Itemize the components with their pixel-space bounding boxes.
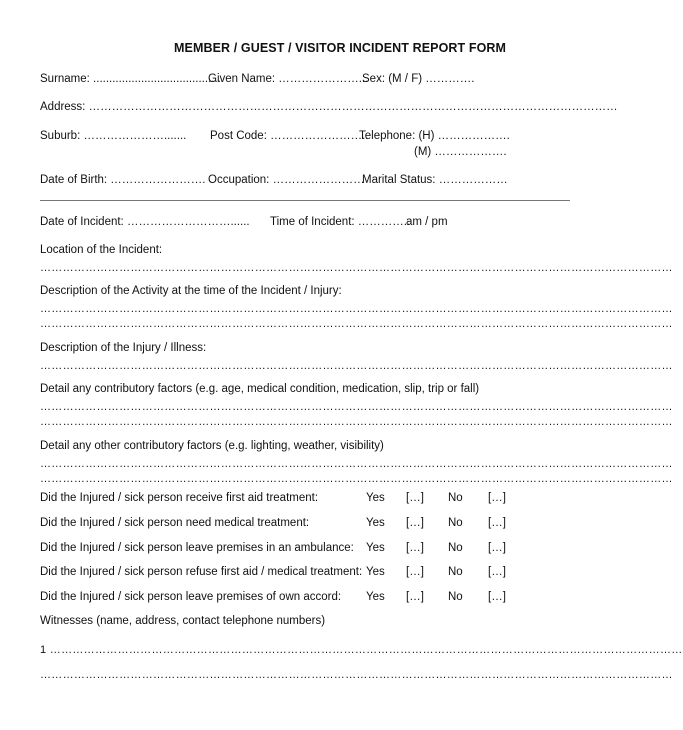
- time-of-incident-field[interactable]: Time of Incident: …………..: [270, 216, 411, 228]
- witness-line-1[interactable]: 1 ……………………………………………………………………………………………………………………………………………………: [40, 644, 683, 656]
- other-contributory-label: Detail any other contributory factors (e.g. lighting, weather, visibility): [40, 440, 384, 452]
- yes-label: Yes: [366, 492, 385, 504]
- location-label: Location of the Incident:: [40, 244, 163, 256]
- no-checkbox[interactable]: […]: [488, 542, 506, 554]
- other-contributory-line-2[interactable]: ……………………………………………………………………………………………………………………………………………………: [40, 473, 673, 485]
- yes-checkbox[interactable]: […]: [406, 566, 424, 578]
- yes-label: Yes: [366, 517, 385, 529]
- date-of-birth-field[interactable]: Date of Birth: …………………….: [40, 174, 206, 186]
- no-label: No: [448, 566, 463, 578]
- no-checkbox[interactable]: […]: [488, 492, 506, 504]
- yes-label: Yes: [366, 542, 385, 554]
- contributory-line-2[interactable]: ……………………………………………………………………………………………………………………………………………………: [40, 416, 673, 428]
- suburb-field[interactable]: Suburb: ………………….......: [40, 130, 187, 142]
- form-title: MEMBER / GUEST / VISITOR INCIDENT REPORT FORM: [174, 41, 507, 55]
- yes-label: Yes: [366, 591, 385, 603]
- question-text: Did the Injured / sick person need medical treatment:: [40, 517, 310, 529]
- yes-checkbox[interactable]: […]: [406, 492, 424, 504]
- injury-label: Description of the Injury / Illness:: [40, 342, 207, 354]
- activity-label: Description of the Activity at the time of the Incident / Injury:: [40, 285, 342, 297]
- yes-checkbox[interactable]: […]: [406, 542, 424, 554]
- question-text: Did the Injured / sick person refuse first aid / medical treatment:: [40, 566, 363, 578]
- occupation-field[interactable]: Occupation: ……………………: [208, 174, 365, 186]
- surname-field[interactable]: Surname: ........................................: [40, 73, 221, 85]
- no-checkbox[interactable]: […]: [488, 566, 506, 578]
- witness-line-2[interactable]: ……………………………………………………………………………………………………………………………………………………: [40, 669, 673, 681]
- no-label: No: [448, 591, 463, 603]
- contributory-line-1[interactable]: ……………………………………………………………………………………………………………………………………………………: [40, 401, 673, 413]
- location-line[interactable]: ……………………………………………………………………………………………………………………………………………………: [40, 262, 673, 274]
- section-divider: [40, 200, 570, 201]
- question-text: Did the Injured / sick person receive first aid treatment:: [40, 492, 319, 504]
- no-checkbox[interactable]: […]: [488, 591, 506, 603]
- address-field[interactable]: Address: …………………………………………………………………………………………………………………………: [40, 101, 618, 113]
- question-text: Did the Injured / sick person leave premises in an ambulance:: [40, 542, 354, 554]
- sex-field[interactable]: Sex: (M / F) ………….: [362, 73, 475, 85]
- no-label: No: [448, 517, 463, 529]
- telephone-mobile-field[interactable]: (M) ……………….: [414, 146, 507, 158]
- yes-checkbox[interactable]: […]: [406, 517, 424, 529]
- yes-label: Yes: [366, 566, 385, 578]
- activity-line-2[interactable]: ……………………………………………………………………………………………………………………………………………………: [40, 318, 673, 330]
- other-contributory-line-1[interactable]: ……………………………………………………………………………………………………………………………………………………: [40, 458, 673, 470]
- date-of-incident-field[interactable]: Date of Incident: ………………………......: [40, 216, 250, 228]
- yes-checkbox[interactable]: […]: [406, 591, 424, 603]
- no-checkbox[interactable]: […]: [488, 517, 506, 529]
- contributory-label: Detail any contributory factors (e.g. age, medical condition, medication, slip, trip or fall): [40, 383, 480, 395]
- marital-status-field[interactable]: Marital Status: ………………: [362, 174, 508, 186]
- given-name-field[interactable]: Given Name: …………………...: [208, 73, 369, 85]
- no-label: No: [448, 492, 463, 504]
- injury-line[interactable]: ……………………………………………………………………………………………………………………………………………………: [40, 360, 673, 372]
- no-label: No: [448, 542, 463, 554]
- question-text: Did the Injured / sick person leave premises of own accord:: [40, 591, 342, 603]
- telephone-home-field[interactable]: Telephone: (H) ……………….: [359, 130, 510, 142]
- witnesses-label: Witnesses (name, address, contact telephone numbers): [40, 615, 326, 627]
- activity-line-1[interactable]: ……………………………………………………………………………………………………………………………………………………: [40, 303, 673, 315]
- post-code-field[interactable]: Post Code: ……………………..: [210, 130, 369, 142]
- am-pm-selector[interactable]: am / pm: [406, 216, 448, 228]
